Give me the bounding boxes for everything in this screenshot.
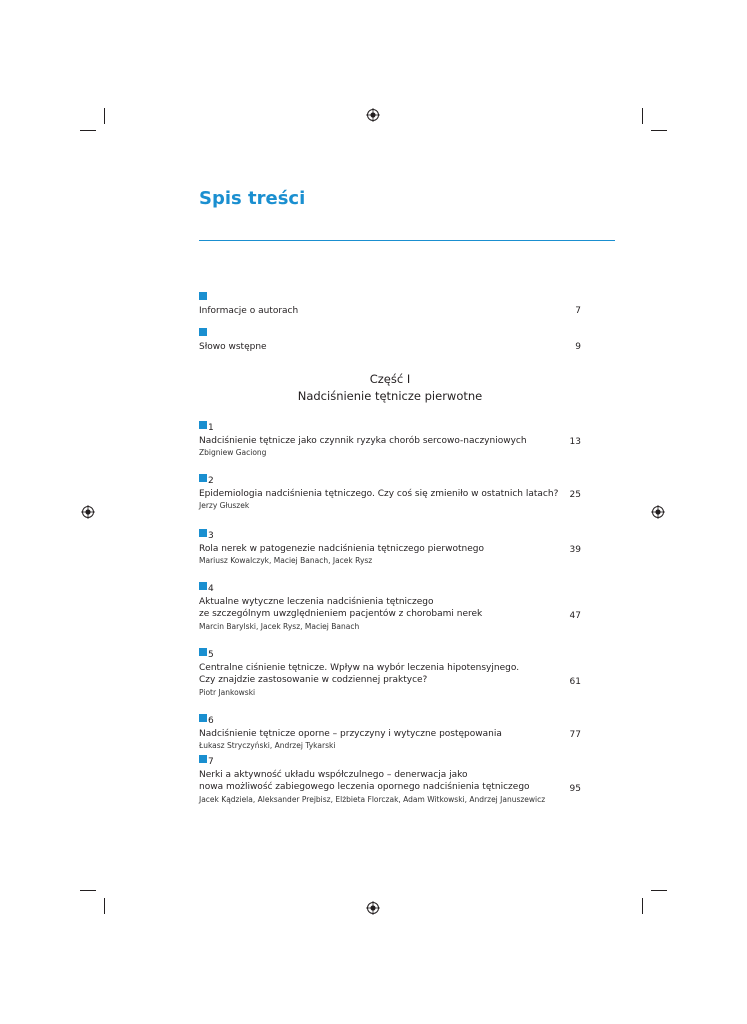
crop-mark bbox=[80, 130, 96, 131]
toc-entry-authors-info[interactable] bbox=[199, 286, 581, 318]
part-label: Część I bbox=[369, 372, 411, 386]
chapter-authors: Jerzy Głuszek bbox=[199, 501, 250, 510]
crop-mark bbox=[651, 130, 667, 131]
chapter-title-line: Czy znajdzie zastosowanie w codziennej praktyce? bbox=[199, 675, 428, 685]
crop-mark bbox=[642, 898, 643, 914]
square-bullet-icon bbox=[199, 421, 207, 429]
chapter-title-line: nowa możliwość zabiegowego leczenia opornego nadciśnienia tętniczego bbox=[199, 782, 530, 792]
chapter-number: 7 bbox=[208, 757, 214, 767]
registration-mark-icon bbox=[366, 108, 380, 122]
crop-mark bbox=[104, 108, 105, 124]
square-bullet-icon bbox=[199, 328, 207, 336]
chapter-authors: Jacek Kądziela, Aleksander Prejbisz, Elżbieta Florczak, Adam Witkowski, Andrzej Januszewicz bbox=[199, 794, 546, 804]
toc-chapter-6[interactable] bbox=[199, 714, 581, 751]
toc-chapter-2[interactable] bbox=[199, 474, 581, 511]
square-bullet-icon bbox=[199, 648, 207, 656]
toc-chapter-5[interactable] bbox=[199, 648, 581, 698]
entry-page: 25 bbox=[569, 490, 581, 500]
registration-mark-icon bbox=[651, 505, 665, 519]
toc-chapter-4[interactable] bbox=[199, 582, 581, 632]
chapter-authors: Mariusz Kowalczyk, Maciej Banach, Jacek Rysz bbox=[199, 556, 373, 565]
square-bullet-icon bbox=[199, 755, 207, 763]
chapter-number: 1 bbox=[208, 423, 214, 433]
toc-chapter-7[interactable] bbox=[199, 755, 581, 805]
chapter-authors: Łukasz Stryczyński, Andrzej Tykarski bbox=[199, 741, 336, 750]
entry-page: 7 bbox=[575, 306, 581, 316]
chapter-title-line: Nadciśnienie tętnicze oporne – przyczyny i wytyczne postępowania bbox=[199, 728, 502, 739]
chapter-title-line: Centralne ciśnienie tętnicze. Wpływ na wybór leczenia hipotensyjnego. bbox=[199, 662, 520, 673]
entry-page: 39 bbox=[569, 545, 581, 555]
entry-page: 95 bbox=[569, 783, 581, 794]
square-bullet-icon bbox=[199, 292, 207, 300]
chapter-authors: Marcin Barylski, Jacek Rysz, Maciej Banach bbox=[199, 621, 360, 631]
entry-title: Informacje o autorach bbox=[199, 306, 299, 316]
chapter-authors: Zbigniew Gaciong bbox=[199, 448, 267, 457]
crop-mark bbox=[80, 890, 96, 891]
crop-mark bbox=[104, 898, 105, 914]
chapter-number: 2 bbox=[208, 476, 214, 486]
entry-page: 77 bbox=[569, 730, 581, 740]
toc-entry-foreword[interactable] bbox=[199, 322, 581, 354]
chapter-title-line: Nerki a aktywność układu współczulnego – denerwacja jako bbox=[199, 769, 468, 780]
toc-chapter-1[interactable] bbox=[199, 421, 581, 458]
chapter-number: 6 bbox=[208, 716, 214, 726]
entry-page: 9 bbox=[575, 342, 581, 352]
entry-page: 47 bbox=[569, 610, 581, 621]
entry-page: 13 bbox=[569, 437, 581, 447]
registration-mark-icon bbox=[81, 505, 95, 519]
part-heading bbox=[199, 371, 581, 405]
square-bullet-icon bbox=[199, 529, 207, 537]
square-bullet-icon bbox=[199, 714, 207, 722]
chapter-title-line: Aktualne wytyczne leczenia nadciśnienia tętniczego bbox=[199, 596, 434, 607]
page-title: Spis treści bbox=[199, 188, 306, 209]
crop-mark bbox=[642, 108, 643, 124]
chapter-title-line: Rola nerek w patogenezie nadciśnienia tętniczego pierwotnego bbox=[199, 543, 484, 554]
part-name: Nadciśnienie tętnicze pierwotne bbox=[297, 389, 483, 403]
chapter-number: 5 bbox=[208, 650, 214, 660]
chapter-title-line: ze szczególnym uwzględnieniem pacjentów z chorobami nerek bbox=[199, 609, 483, 619]
chapter-number: 4 bbox=[208, 584, 214, 594]
entry-title: Słowo wstępne bbox=[199, 342, 267, 352]
chapter-title-line: Epidemiologia nadciśnienia tętniczego. Czy coś się zmieniło w ostatnich latach? bbox=[199, 488, 559, 499]
entry-page: 61 bbox=[569, 676, 581, 687]
crop-mark bbox=[651, 890, 667, 891]
registration-mark-icon bbox=[366, 901, 380, 915]
chapter-title-line: Nadciśnienie tętnicze jako czynnik ryzyka chorób sercowo-naczyniowych bbox=[199, 435, 527, 446]
chapter-number: 3 bbox=[208, 531, 214, 541]
title-rule bbox=[199, 240, 615, 241]
chapter-authors: Piotr Jankowski bbox=[199, 687, 256, 697]
square-bullet-icon bbox=[199, 474, 207, 482]
square-bullet-icon bbox=[199, 582, 207, 590]
toc-chapter-3[interactable] bbox=[199, 529, 581, 566]
